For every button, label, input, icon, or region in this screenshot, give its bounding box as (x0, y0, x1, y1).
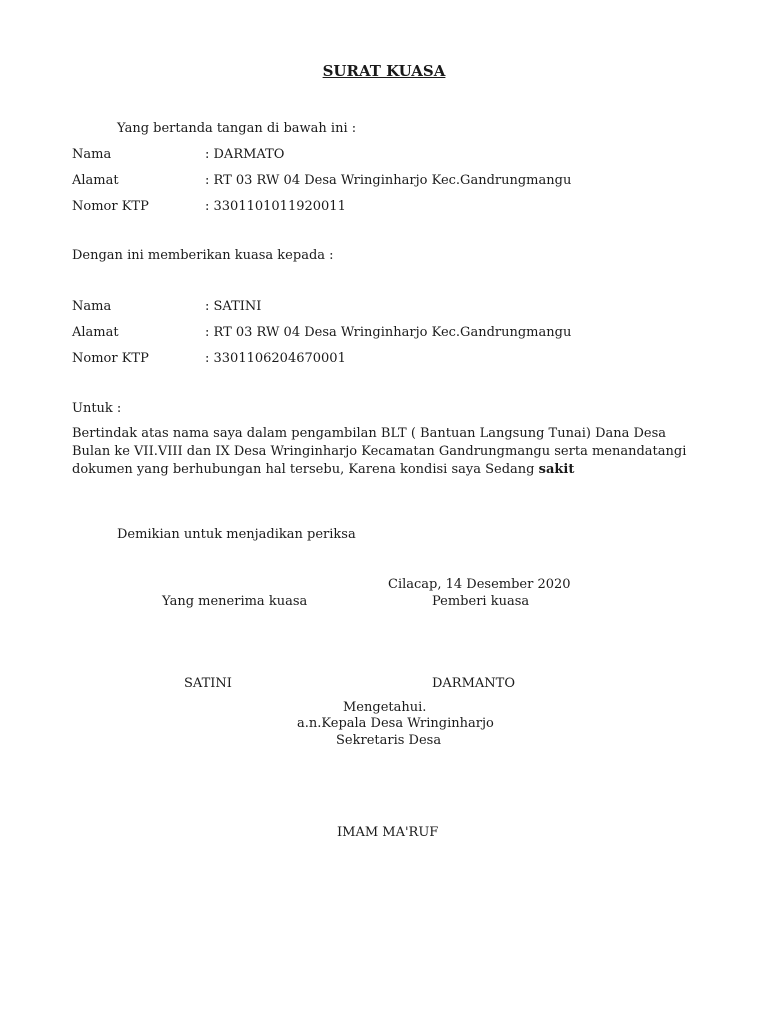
grantee-name-label: Nama (72, 299, 112, 314)
grantee-ktp-value: : 3301106204670001 (205, 351, 346, 366)
grantor-name-value: : DARMATO (205, 147, 285, 162)
giver-heading: Pemberi kuasa (432, 594, 530, 609)
intro-text: Yang bertanda tangan di bawah ini : (117, 121, 357, 136)
purpose-bold-word: sakit (538, 462, 575, 477)
closing-text: Demikian untuk menjadikan periksa (117, 527, 356, 542)
grantee-name-value: : SATINI (205, 299, 262, 314)
giver-signatory-name: DARMANTO (432, 676, 516, 691)
grantor-name-label: Nama (72, 147, 112, 162)
an-kepala-desa: a.n.Kepala Desa Wringinharjo (297, 716, 494, 731)
sekretaris-desa: Sekretaris Desa (336, 733, 442, 748)
grantee-address-label: Alamat (72, 325, 119, 340)
mengetahui-text: Mengetahui. (343, 700, 427, 715)
grantor-address-label: Alamat (72, 173, 119, 188)
letter-date: Cilacap, 14 Desember 2020 (388, 577, 571, 592)
grantee-address-value: : RT 03 RW 04 Desa Wringinharjo Kec.Gandrungmangu (205, 325, 572, 340)
purpose-paragraph (72, 425, 702, 479)
kuasa-intro-text: Dengan ini memberikan kuasa kepada : (72, 248, 334, 263)
document-title: SURAT KUASA (322, 62, 446, 80)
grantor-ktp-label: Nomor KTP (72, 199, 149, 214)
receiver-signatory-name: SATINI (184, 676, 232, 691)
grantor-address-value: : RT 03 RW 04 Desa Wringinharjo Kec.Gandrungmangu (205, 173, 572, 188)
untuk-label: Untuk : (72, 401, 122, 416)
receiver-heading: Yang menerima kuasa (162, 594, 308, 609)
grantor-ktp-value: : 3301101011920011 (205, 199, 346, 214)
purpose-text: Bertindak atas nama saya dalam pengambilan BLT ( Bantuan Langsung Tunai) Dana Desa Bulan ke VII.VIII dan IX Desa Wringinharjo Kecamatan Gandrungmangu serta menandatangi dokumen yang berhubungan hal tersebu, Karena kondisi saya Sedang (72, 426, 687, 477)
grantee-ktp-label: Nomor KTP (72, 351, 149, 366)
secretary-signatory-name: IMAM MA'RUF (337, 825, 439, 840)
